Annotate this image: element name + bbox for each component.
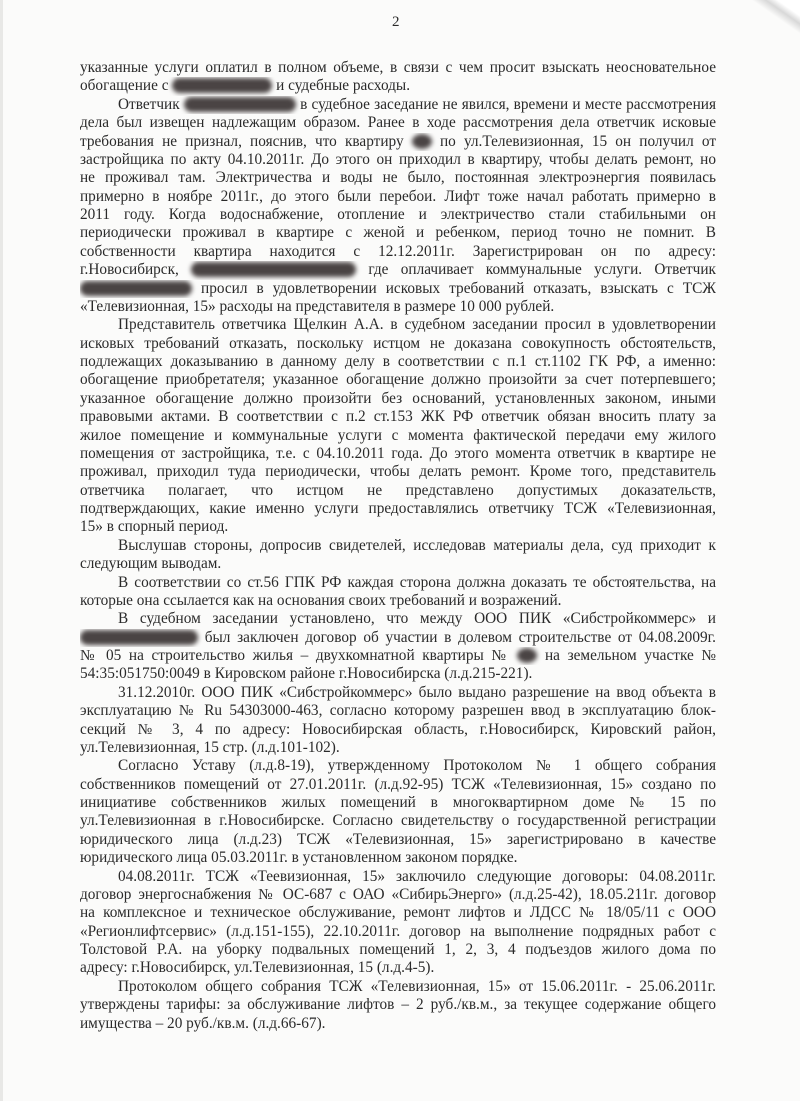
paragraph xyxy=(80,610,716,684)
text-line: адресу: г.Новосибирск, ул.Телевизионная, 15 (л.д.4-5). xyxy=(80,959,435,977)
text-line: эксплуатацию № Ru 54303000-463, согласно которому разрешен ввод в эксплуатацию блок- xyxy=(80,702,716,720)
redaction-mark xyxy=(80,281,192,296)
text-line: примерно в ноябре 2011г., до этого были перебои. Лифт тоже начал работать примерно в xyxy=(80,187,716,205)
text-line: не проживал там. Электричества и воды не было, постоянная электроэнергия появилась xyxy=(80,169,716,187)
text-line: г.Новосибирск, где оплачивает коммунальные услуги. Ответчик xyxy=(80,261,716,279)
text-line: ул.Телевизионная в г.Новосибирске. Согласно свидетельству о государственной регистрации xyxy=(80,812,716,830)
document-body xyxy=(80,59,716,1033)
text-line: утверждены тарифы: за обслуживание лифтов – 2 руб./кв.м., за текущее содержание общего xyxy=(80,996,716,1014)
paragraph xyxy=(80,574,716,611)
text-line: юридического лица (л.д.23) ТСЖ «Телевизионная, 15» зарегистрировано в качестве xyxy=(80,830,716,848)
redaction-mark xyxy=(184,97,296,112)
text-line: исковых требований отказать, поскольку истцом не доказана совокупность обстоятельств, xyxy=(80,334,716,352)
text-line: № 05 на строительство жилья – двухкомнатной квартиры № на земельном участке № xyxy=(80,647,716,664)
text-line: Представитель ответчика Щелкин А.А. в судебном заседании просил в удовлетворении xyxy=(118,316,716,334)
text-line: был заключен договор об участии в долевом строительстве от 04.08.2009г. xyxy=(80,629,716,647)
text-line: обогащение приобретателя; указанное обогащение должно произойти за счет потерпевшего; xyxy=(80,371,716,389)
text-line: Согласно Уставу (л.д.8-19), утвержденному Протоколом № 1 общего собрания xyxy=(118,757,716,775)
text-line: 31.12.2010г. ООО ПИК «Сибстройкоммерс» было выдано разрешение на ввод объекта в xyxy=(118,683,716,701)
scan-edge xyxy=(0,0,3,1101)
paragraph xyxy=(80,757,716,867)
text-line: «Регионлифтсервис» (л.д.151-155), 22.10.2011г. договор на выполнение подрядных работ с xyxy=(80,922,716,940)
text-line: Протоколом общего собрания ТСЖ «Телевизионная, 15» от 15.06.2011г. - 25.06.2011г. xyxy=(118,977,716,995)
text-line: на комплексное и техническое обслуживание, ремонт лифтов и ЛДСС № 18/05/11 с ООО xyxy=(80,904,716,922)
text-line: следующим выводам. xyxy=(80,555,222,573)
text-line: Выслушав стороны, допросив свидетелей, исследовав материалы дела, суд приходит к xyxy=(118,536,716,554)
text-line: секций № 3, 4 по адресу: Новосибирская область, г.Новосибирск, Кировский район, xyxy=(80,720,716,738)
paragraph xyxy=(80,316,716,537)
redaction-mark xyxy=(517,648,537,663)
text-line: обогащение с и судебные расходы. xyxy=(80,77,411,95)
paragraph xyxy=(80,978,716,1033)
text-line: «Телевизионная, 15» расходы на представителя в размере 10 000 рублей. xyxy=(80,297,555,315)
text-line: помещения от застройщика, т.е. с 04.10.2011 года. До этого момента ответчик в квартире не xyxy=(80,444,716,462)
text-line: В судебном заседании установлено, что между ООО ПИК «Сибстройкоммерс» и xyxy=(118,610,716,628)
redaction-mark xyxy=(172,78,272,93)
text-line: собственников помещений от 27.01.2011г. (л.д.92-95) ТСЖ «Телевизионная, 15» создано по xyxy=(80,775,716,793)
paragraph xyxy=(80,59,716,96)
text-line: правовыми актами. В соответствии с п.2 ст.153 ЖК РФ ответчик обязан вносить плату за xyxy=(80,408,716,426)
paragraph xyxy=(80,868,716,978)
text-line: просил в удовлетворении исковых требований отказать, взыскать с ТСЖ xyxy=(80,280,716,298)
text-line: инициативе собственников жилых помещений в многоквартирном доме № 15 по xyxy=(80,794,716,811)
text-line: договор энергоснабжения № ОС-687 с ОАО «СибирьЭнерго» (л.д.25-42), 18.05.211г. договор xyxy=(80,885,716,903)
text-line: Ответчик в судебное заседание не явился, времени и месте рассмотрения xyxy=(118,95,716,113)
text-line: застройщика по акту 04.10.2011г. До этого он приходил в квартиру, чтобы делать ремонт, но xyxy=(80,150,716,168)
text-line: Толстовой Р.А. на уборку подвальных помещений 1, 2, 3, 4 подъездов жилого дома по xyxy=(80,941,716,958)
text-line: имущества – 20 руб./кв.м. (л.д.66-67). xyxy=(80,1014,326,1032)
page-number: 2 xyxy=(392,14,400,30)
text-line: 54:35:051750:0049 в Кировском районе г.Новосибирска (л.д.215-221). xyxy=(80,665,533,683)
text-line: дела был извещен надлежащим образом. Ранее в ходе рассмотрения дела ответчик исковые xyxy=(80,114,716,132)
paragraph xyxy=(80,96,716,317)
redaction-mark xyxy=(191,262,356,277)
redaction-mark xyxy=(80,630,198,645)
text-line: 15» в спорный период. xyxy=(80,518,229,536)
text-line: периодически проживал в квартире с женой и ребенком, период точно не помнит. В xyxy=(80,224,716,242)
text-line: проживал, приходил туда периодически, чтобы делать ремонт. Кроме того, представитель xyxy=(80,463,716,481)
redaction-mark xyxy=(412,134,432,149)
text-line: подлежащих доказыванию в данному делу в соответствии с п.1 ст.1102 ГК РФ, а именно: xyxy=(80,353,716,370)
text-line: 04.08.2011г. ТСЖ «Теевизионная, 15» заключило следующие договоры: 04.08.2011г. xyxy=(118,867,716,885)
text-line: жилое помещение и коммунальные услуги с момента фактической передачи ему жилого xyxy=(80,426,716,444)
text-line: подтверждающих, какие именно услуги предоставлялись ответчику ТСЖ «Телевизионная, xyxy=(80,500,716,517)
text-line: требования не признал, пояснив, что квартиру по ул.Телевизионная, 15 он получил от xyxy=(80,132,716,150)
text-line: ответчика полагает, что истцом не представлено допустимых доказательств, xyxy=(80,481,716,499)
page-corner-fold xyxy=(720,0,800,50)
text-line: которые она ссылается как на основания своих требований и возражений. xyxy=(80,591,562,609)
text-line: юридического лица 05.03.2011г. в установленном законом порядке. xyxy=(80,849,518,867)
text-line: указанные услуги оплатил в полном объеме, в связи с чем просит взыскать неосновательное xyxy=(80,59,716,76)
text-line: В соответствии со ст.56 ГПК РФ каждая сторона должна доказать те обстоятельства, на xyxy=(118,573,716,591)
text-line: указанное обогащение должно произойти без оснований, установленных законом, иными xyxy=(80,389,716,407)
paragraph xyxy=(80,537,716,574)
paragraph xyxy=(80,684,716,758)
text-line: собственности квартира находится с 12.12.2011г. Зарегистрирован он по адресу: xyxy=(80,242,716,260)
text-line: ул.Телевизионная, 15 стр. (л.д.101-102). xyxy=(80,738,340,756)
text-line: 2011 году. Когда водоснабжение, отопление и электричество стали стабильными он xyxy=(80,206,716,223)
